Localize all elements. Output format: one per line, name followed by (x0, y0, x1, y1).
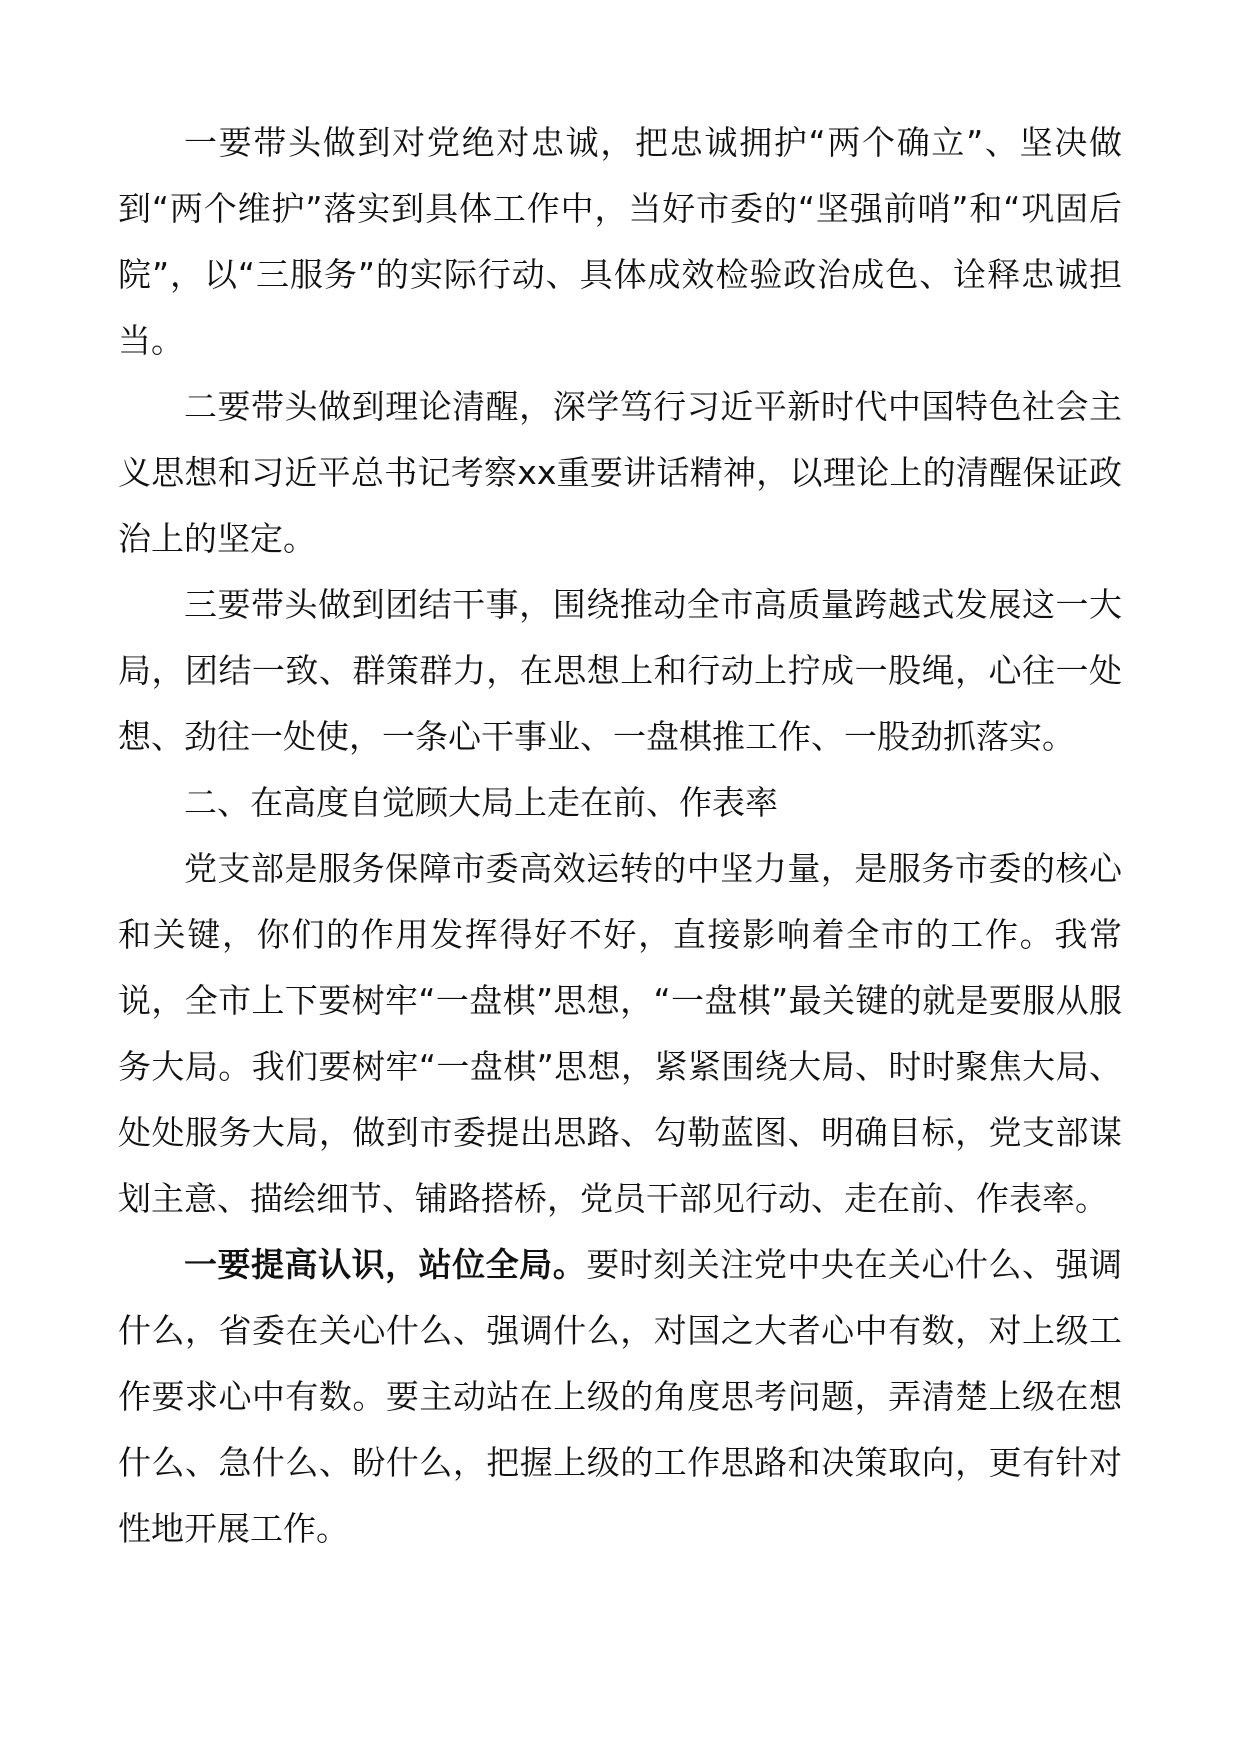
paragraph-text: 一要带头做到对党绝对忠诚，把忠诚拥护“两个确立”、坚决做到“两个维护”落实到具体工作中，当好市委的“坚强前哨”和“巩固后院”，以“三服务”的实际行动、具体成效检验政治成色、诠释忠诚担当。 (118, 123, 1122, 360)
paragraph-party-branch (118, 836, 1122, 1232)
section-heading-text: 二、在高度自觉顾大局上走在前、作表率 (184, 783, 778, 822)
section-heading (118, 770, 1122, 836)
paragraph-theory (118, 374, 1122, 572)
paragraph-text: 二要带头做到理论清醒，深学笃行习近平新时代中国特色社会主义思想和习近平总书记考察xx重要讲话精神，以理论上的清醒保证政治上的坚定。 (118, 387, 1122, 558)
paragraph-lead-bold: 一要提高认识，站位全局。 (184, 1245, 587, 1284)
paragraph-text: 党支部是服务保障市委高效运转的中坚力量，是服务市委的核心和关键，你们的作用发挥得好不好，直接影响着全市的工作。我常说，全市上下要树牢“一盘棋”思想，“一盘棋”最关键的就是要服从服务大局。我们要树牢“一盘棋”思想，紧紧围绕大局、时时聚焦大局、处处服务大局，做到市委提出思路、勾勒蓝图、明确目标，党支部谋划主意、描绘细节、铺路搭桥，党员干部见行动、走在前、作表率。 (118, 849, 1122, 1218)
paragraph-text: 要时刻关注党中央在关心什么、强调什么，省委在关心什么、强调什么，对国之大者心中有数，对上级工作要求心中有数。要主动站在上级的角度思考问题，弄清楚上级在想什么、急什么、盼什么，把握上级的工作思路和决策取向，更有针对性地开展工作。 (118, 1245, 1123, 1548)
paragraph-loyalty (118, 110, 1122, 374)
paragraph-unity (118, 572, 1122, 770)
paragraph-text: 三要带头做到团结干事，围绕推动全市高质量跨越式发展这一大局，团结一致、群策群力，在思想上和行动上拧成一股绳，心往一处想、劲往一处使，一条心干事业、一盘棋推工作、一股劲抓落实。 (118, 585, 1122, 756)
paragraph-awareness (118, 1232, 1122, 1562)
